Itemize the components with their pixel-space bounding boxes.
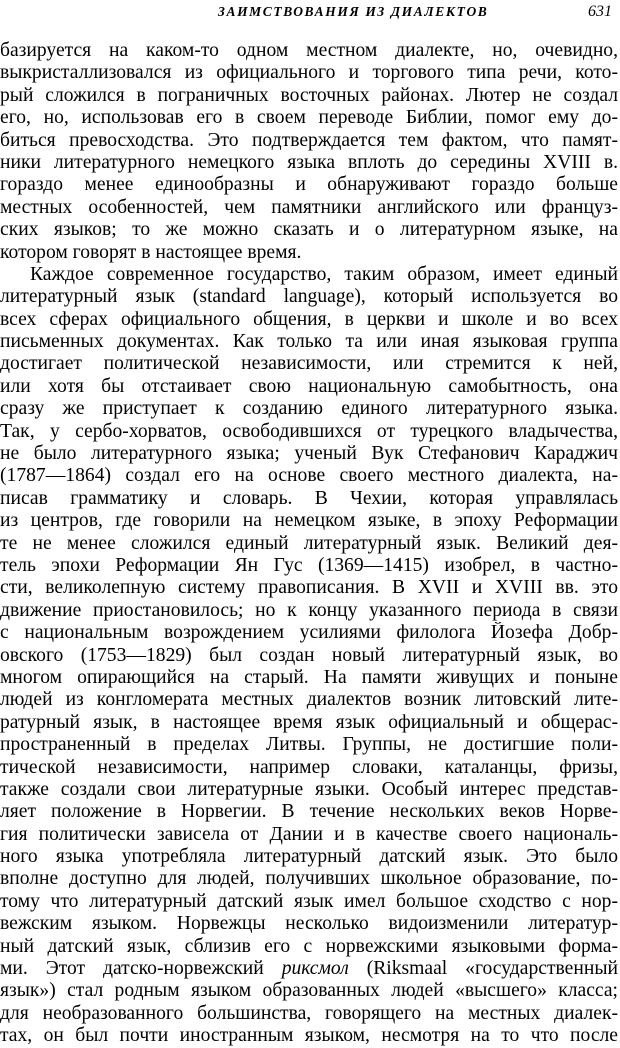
text-line: вежским языком. Норвежцы несколько видоизменили литератур- xyxy=(0,913,618,935)
text-line: достигает политической независимости, или стремится к ней, xyxy=(0,353,618,375)
text-line: многом опирающийся на старый. На памяти живущих и поныне xyxy=(0,666,618,688)
text-line: всех сферах официального общения, в церкви и школе и во всех xyxy=(0,308,618,330)
paragraph xyxy=(0,264,618,1048)
text-line: тель эпохи Реформации Ян Гус (1369—1415) изобрел, в частно- xyxy=(0,554,618,576)
text-line: ми. Этот датско-норвежский риксмол (Riksmaal «государственный xyxy=(0,958,618,980)
text-line: тах, он был почти иностранным языком, несмотря на то что после xyxy=(0,1025,618,1047)
text-line: базируется на каком-то одном местном диалекте, но, очевидно, xyxy=(0,40,618,61)
text-line: язык») стал родным языком образованных людей «высшего» класса; xyxy=(0,980,618,1002)
text-line: ляет положение в Норвегии. В течение нескольких веков Норве- xyxy=(0,801,618,823)
text-line: движение приостановилось; но к концу указанного периода в связи xyxy=(0,599,618,621)
text-line: для необразованного большинства, говорящего на местных диалек- xyxy=(0,1002,618,1024)
text-line: людей из конгломерата местных диалектов возник литовский лите- xyxy=(0,689,618,711)
text-line: ного языка употребляла литературный датский язык. Это было xyxy=(0,846,618,868)
text-line: ратурный язык, в настоящее время язык официальный и общерас- xyxy=(0,711,618,733)
text-line: гораздо менее единообразны и обнаруживают гораздо больше xyxy=(0,174,618,196)
text-line: литературный язык (standard language), который используется во xyxy=(0,286,618,308)
page-number: 631 xyxy=(588,3,612,20)
text-line: гия политически зависела от Дании и в качестве своего националь- xyxy=(0,823,618,845)
text-line: также создали свои литературные языки. Особый интерес представ- xyxy=(0,778,618,800)
text-line: выкристаллизовался из официального и торгового типа речи, кото- xyxy=(0,62,618,84)
text-line: из центров, где говорили на немецком языке, в эпоху Реформации xyxy=(0,510,618,532)
text-line: с национальным возрождением усилиями филолога Йозефа Добр- xyxy=(0,622,618,644)
text-line: не было литературного языка; ученый Вук Стефанович Караджич xyxy=(0,443,618,465)
text-line: Так, у сербо-хорватов, освободившихся от турецкого владычества, xyxy=(0,420,618,442)
text-line: или хотя бы отстаивает свою национальную самобытность, она xyxy=(0,375,618,397)
text-line: те не менее сложился единый литературный язык. Великий дея- xyxy=(0,532,618,554)
text-line: ный датский язык, сблизив его с норвежскими языковыми форма- xyxy=(0,935,618,957)
text-line: тической независимости, например словаки, каталанцы, фризы, xyxy=(0,756,618,778)
text-line: (1787—1864) создал его на основе своего местного диалекта, на- xyxy=(0,465,618,487)
text-line: котором говорят в настоящее время. xyxy=(0,241,302,263)
text-line: биться превосходства. Это подтверждается тем фактом, что памят- xyxy=(0,129,618,151)
body-text xyxy=(0,40,618,1048)
page-header xyxy=(0,0,620,30)
text-line: местных особенностей, чем памятники английского или француз- xyxy=(0,196,618,218)
text-line: сти, великолепную систему правописания. В XVII и XVIII вв. это xyxy=(0,577,618,599)
text-line: овского (1753—1829) был создан новый литературный язык, во xyxy=(0,644,618,666)
running-head: ЗАИМСТВОВАНИЯ ИЗ ДИАЛЕКТОВ xyxy=(218,4,489,19)
text-line: Каждое современное государство, таким образом, имеет единый xyxy=(30,263,618,285)
text-line: сразу же приступает к созданию единого литературного языка. xyxy=(0,398,618,420)
text-line: ских языков; то же можно сказать и о литературном языке, на xyxy=(0,219,618,241)
text-line: его, но, использовав его в своем переводе Библии, помог ему до- xyxy=(0,107,618,129)
paragraph xyxy=(0,40,618,264)
text-line: письменных документах. Как только та или иная языковая группа xyxy=(0,331,618,353)
text-line: вполне доступно для людей, получивших школьное образование, по- xyxy=(0,868,618,890)
text-line: ники литературного немецкого языка вплоть до середины XVIII в. xyxy=(0,151,618,173)
text-line: писав грамматику и словарь. В Чехии, которая управлялась xyxy=(0,487,618,509)
italic-term: риксмол xyxy=(281,958,349,980)
text-line: рый сложился в пограничных восточных районах. Лютер не создал xyxy=(0,84,618,106)
text-line: тому что литературный датский язык имел большое сходство с нор- xyxy=(0,890,618,912)
text-line: пространенный в пределах Литвы. Группы, не достигшие поли- xyxy=(0,734,618,756)
